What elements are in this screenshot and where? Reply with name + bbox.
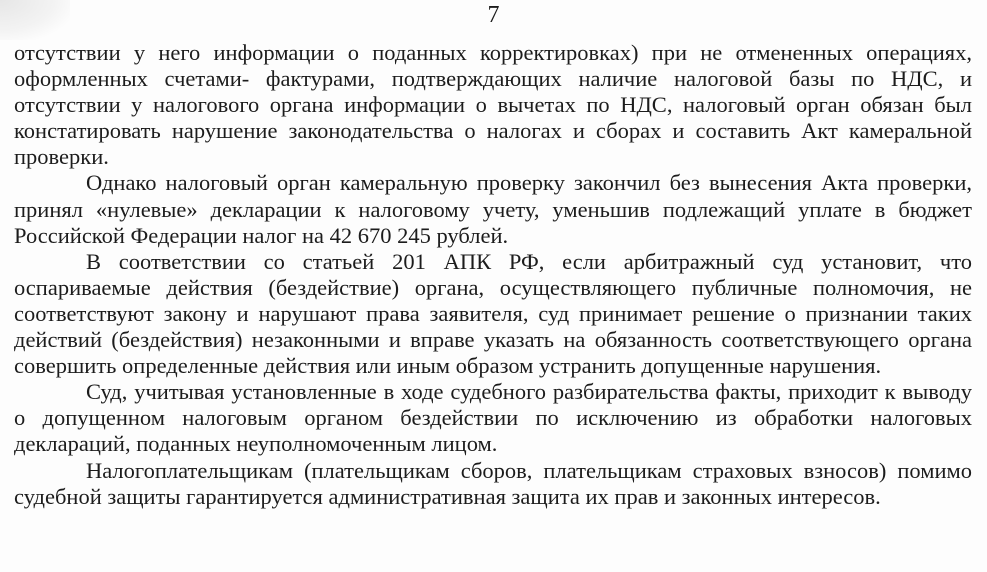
paragraph-continuation: отсутствии у него информации о поданных корректировках) при не отмененных операциях, оформленных счетами- фактурами, подтверждающих наличие налоговой базы по НДС, и отсутствии у налогового органа информации о вычетах по НДС, налоговый орган обязан был констатировать нарушение законодательства о налогах и сборах и составить Акт камеральной проверки. <box>14 40 972 170</box>
paragraph-inspection: Однако налоговый орган камеральную проверку закончил без вынесения Акта проверки, принял «нулевые» декларации к налоговому учету, уменьшив подлежащий уплате в бюджет Российской Федерации налог на 42 670 245 рублей. <box>14 170 972 248</box>
page-number: 7 <box>487 2 500 28</box>
paragraph-taxpayer-protection: Налогоплательщикам (плательщикам сборов, плательщикам страховых взносов) помимо судебной защиты гарантируется административная защита их прав и законных интересов. <box>14 457 972 509</box>
document-body <box>14 40 972 510</box>
paragraph-court-conclusion: Суд, учитывая установленные в ходе судебного разбирательства факты, приходит к выводу о допущенном налоговым органом бездействии по исключению из обработки налоговых деклараций, поданных неуполномоченным лицом. <box>14 379 972 457</box>
paragraph-article-201: В соответствии со статьей 201 АПК РФ, если арбитражный суд установит, что оспариваемые действия (бездействие) органа, осуществляющего публичные полномочия, не соответствуют закону и нарушают права заявителя, суд принимает решение о признании таких действий (бездействия) незаконными и вправе указать на обязанность соответствующего органа совершить определенные действия или иным образом устранить допущенные нарушения. <box>14 248 972 379</box>
